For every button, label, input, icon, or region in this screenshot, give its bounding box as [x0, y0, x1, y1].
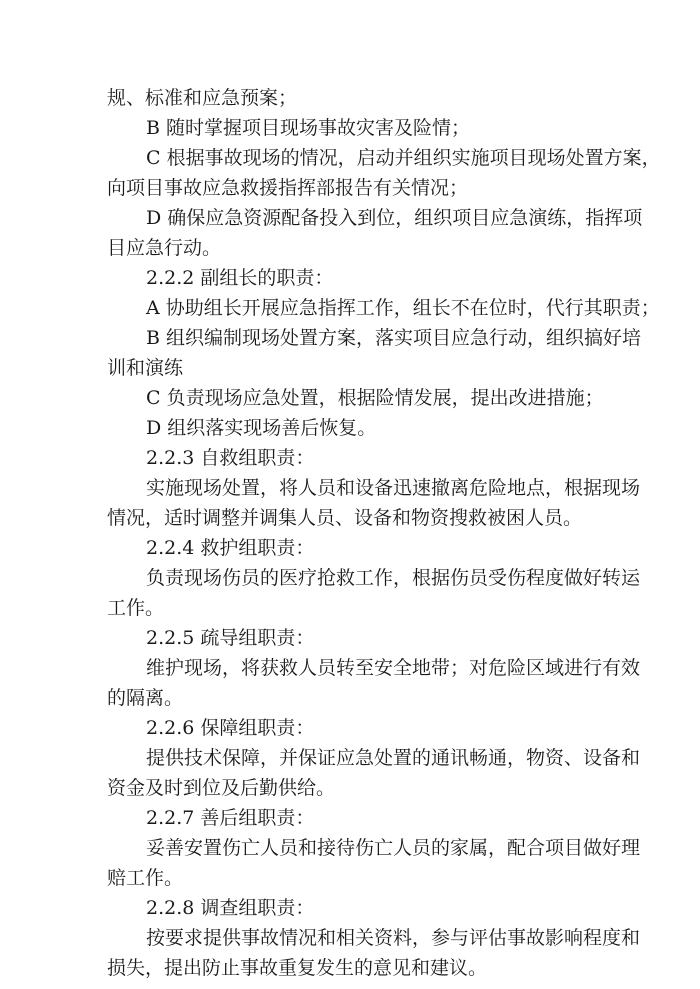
section-heading-2-2-7: 2.2.7 善后组职责：: [146, 807, 315, 829]
text-line-10: 训和演练: [107, 357, 184, 379]
section-heading-2-2-8: 2.2.8 调查组职责：: [146, 897, 315, 919]
text-line-21: 的隔离。: [107, 687, 184, 709]
section-heading-2-2-4: 2.2.4 救护组职责：: [146, 537, 315, 559]
text-line-1: 规、标准和应急预案；: [107, 87, 298, 109]
text-line-6: 目应急行动。: [107, 237, 222, 259]
text-line-23: 提供技术保障，并保证应急处置的通讯畅通，物资、设备和: [146, 747, 641, 769]
text-line-2: B 随时掌握项目现场事故灾害及险情；: [146, 117, 471, 139]
section-heading-2-2-6: 2.2.6 保障组职责：: [146, 717, 315, 739]
text-line-20: 维护现场，将获救人员转至安全地带；对危险区域进行有效: [146, 657, 641, 679]
text-line-24: 资金及时到位及后勤供给。: [107, 777, 336, 799]
text-line-9: B 组织编制现场处置方案，落实项目应急行动，组织搞好培: [146, 327, 642, 349]
text-line-26: 妥善安置伤亡人员和接待伤亡人员的家属，配合项目做好理: [146, 837, 641, 859]
section-heading-2-2-5: 2.2.5 疏导组职责：: [146, 627, 315, 649]
text-line-12: D 组织落实现场善后恢复。: [146, 417, 377, 439]
section-heading-2-2-2: 2.2.2 副组长的职责：: [146, 267, 334, 289]
text-line-5: D 确保应急资源配备投入到位，组织项目应急演练，指挥项: [146, 207, 643, 229]
text-line-11: C 负责现场应急处置，根据险情发展，提出改进措施；: [146, 387, 604, 409]
text-line-17: 负责现场伤员的医疗抢救工作，根据伤员受伤程度做好转运: [146, 567, 641, 589]
text-line-8: A 协助组长开展应急指挥工作，组长不在位时，代行其职责；: [146, 297, 660, 319]
text-line-18: 工作。: [107, 597, 165, 619]
text-line-14: 实施现场处置，将人员和设备迅速撤离危险地点，根据现场: [146, 477, 641, 499]
text-line-27: 赔工作。: [107, 867, 184, 889]
text-line-3: C 根据事故现场的情况，启动并组织实施项目现场处置方案，: [146, 147, 661, 169]
text-line-4: 向项目事故应急救援指挥部报告有关情况；: [107, 177, 469, 199]
section-heading-2-2-3: 2.2.3 自救组职责：: [146, 447, 315, 469]
text-line-15: 情况，适时调整并调集人员、设备和物资搜救被困人员。: [107, 507, 583, 529]
text-line-29: 按要求提供事故情况和相关资料，参与评估事故影响程度和: [146, 927, 641, 949]
text-line-30: 损失，提出防止事故重复发生的意见和建议。: [107, 957, 488, 979]
